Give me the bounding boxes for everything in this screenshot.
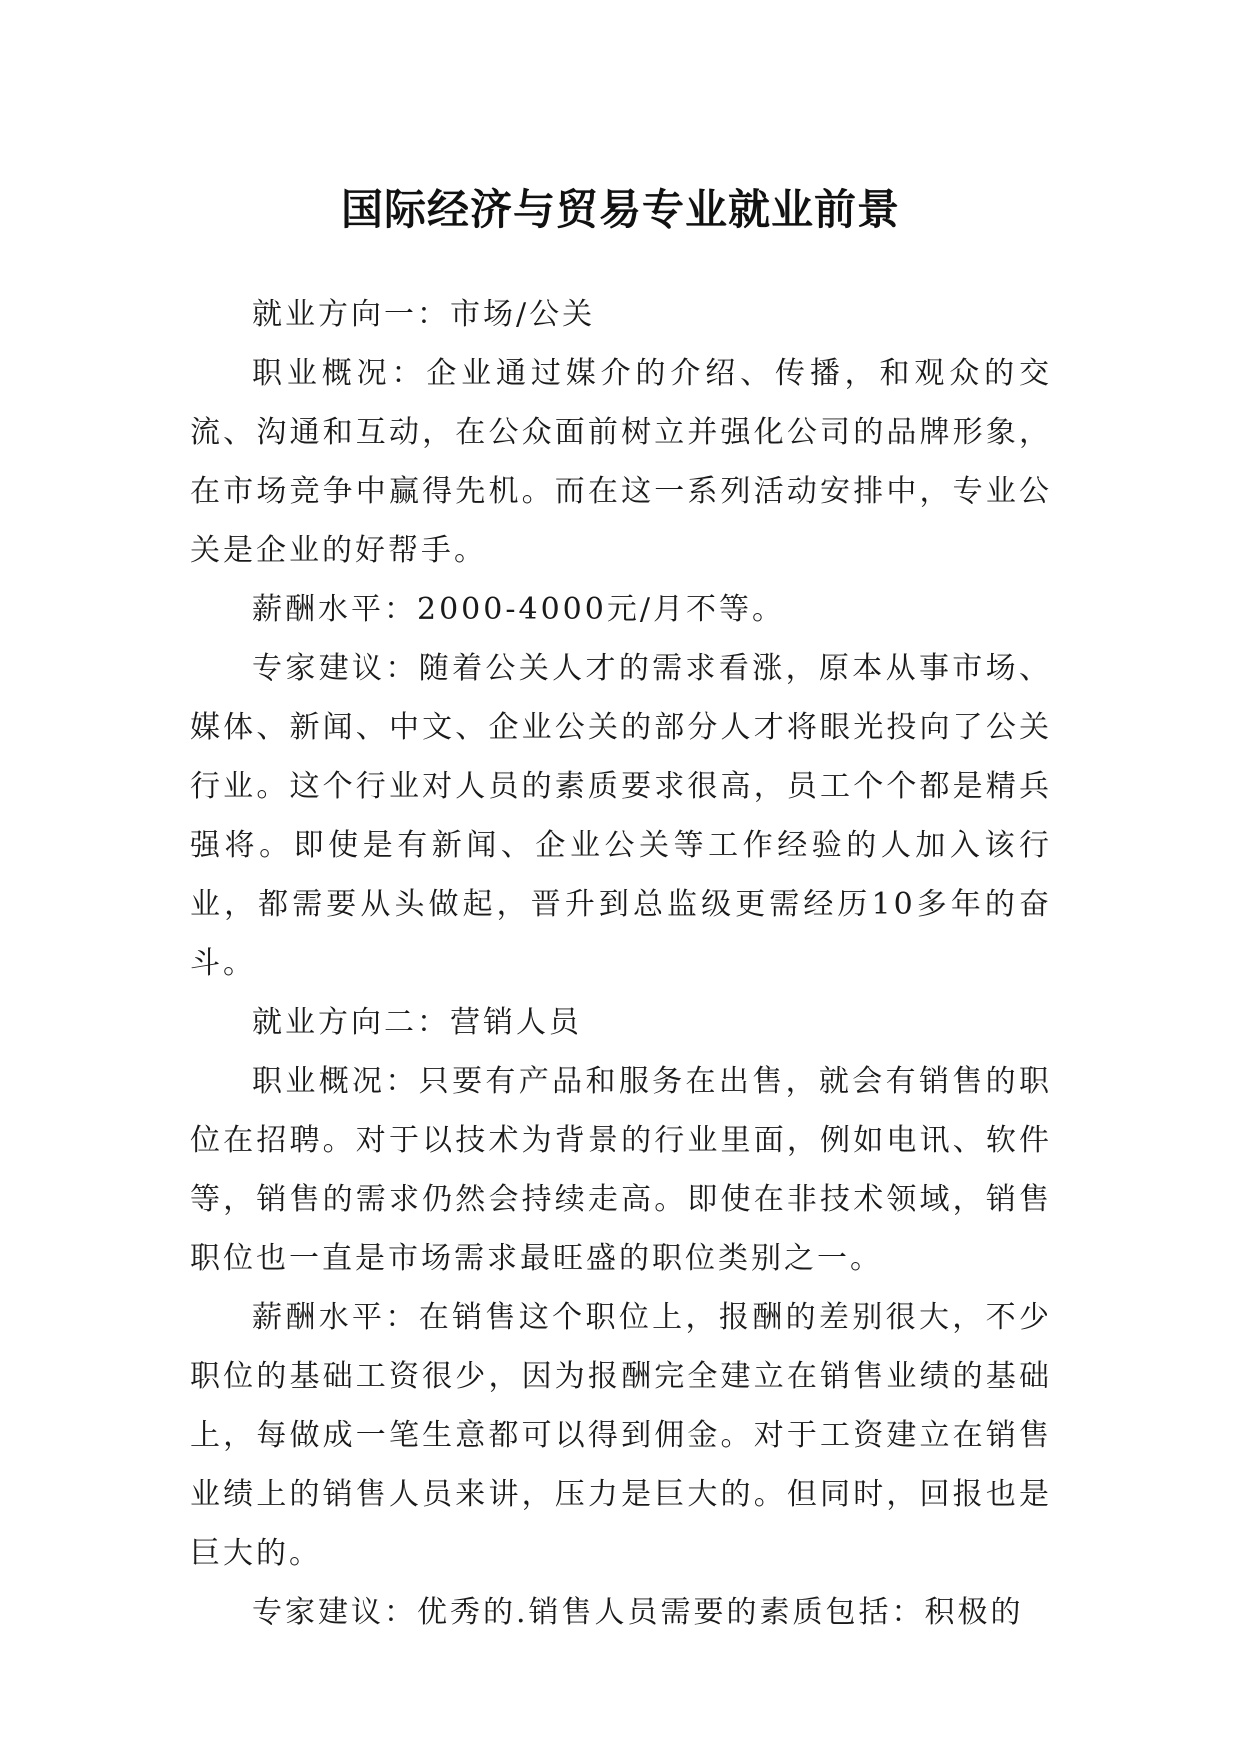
- paragraph-advice-2: 专家建议：优秀的.销售人员需要的素质包括：积极的: [252, 1595, 1024, 1630]
- paragraph-overview-1: 职业概况：企业通过媒介的介绍、传播，和观众的交流、沟通和互动，在公众面前树立并强化公司的品牌形象，在市场竞争中赢得先机。而在这一系列活动安排中，专业公关是企业的好帮手。: [190, 356, 1052, 568]
- paragraph-advice-1: 专家建议：随着公关人才的需求看涨，原本从事市场、媒体、新闻、中文、企业公关的部分人才将眼光投向了公关行业。这个行业对人员的素质要求很高，员工个个都是精兵强将。即使是有新闻、企业公关等工作经验的人加入该行业，都需要从头做起，晋升到总监级更需经历10多年的奋斗。: [190, 651, 1052, 981]
- document-body: [190, 285, 1052, 1642]
- document-title: 国际经济与贸易专业就业前景: [340, 185, 900, 235]
- paragraph-direction-1: 就业方向一：市场/公关: [252, 297, 596, 332]
- paragraph-overview-2: 职业概况：只要有产品和服务在出售，就会有销售的职位在招聘。对于以技术为背景的行业里面，例如电讯、软件等，销售的需求仍然会持续走高。即使在非技术领域，销售职位也一直是市场需求最旺盛的职位类别之一。: [190, 1064, 1052, 1276]
- paragraph-salary-1: 薪酬水平：2000-4000元/月不等。: [252, 592, 785, 627]
- paragraph-salary-2: 薪酬水平：在销售这个职位上，报酬的差别很大，不少职位的基础工资很少，因为报酬完全建立在销售业绩的基础上，每做成一笔生意都可以得到佣金。对于工资建立在销售业绩上的销售人员来讲，压力是巨大的。但同时，回报也是巨大的。: [190, 1300, 1052, 1571]
- paragraph-direction-2: 就业方向二：营销人员: [252, 1005, 582, 1040]
